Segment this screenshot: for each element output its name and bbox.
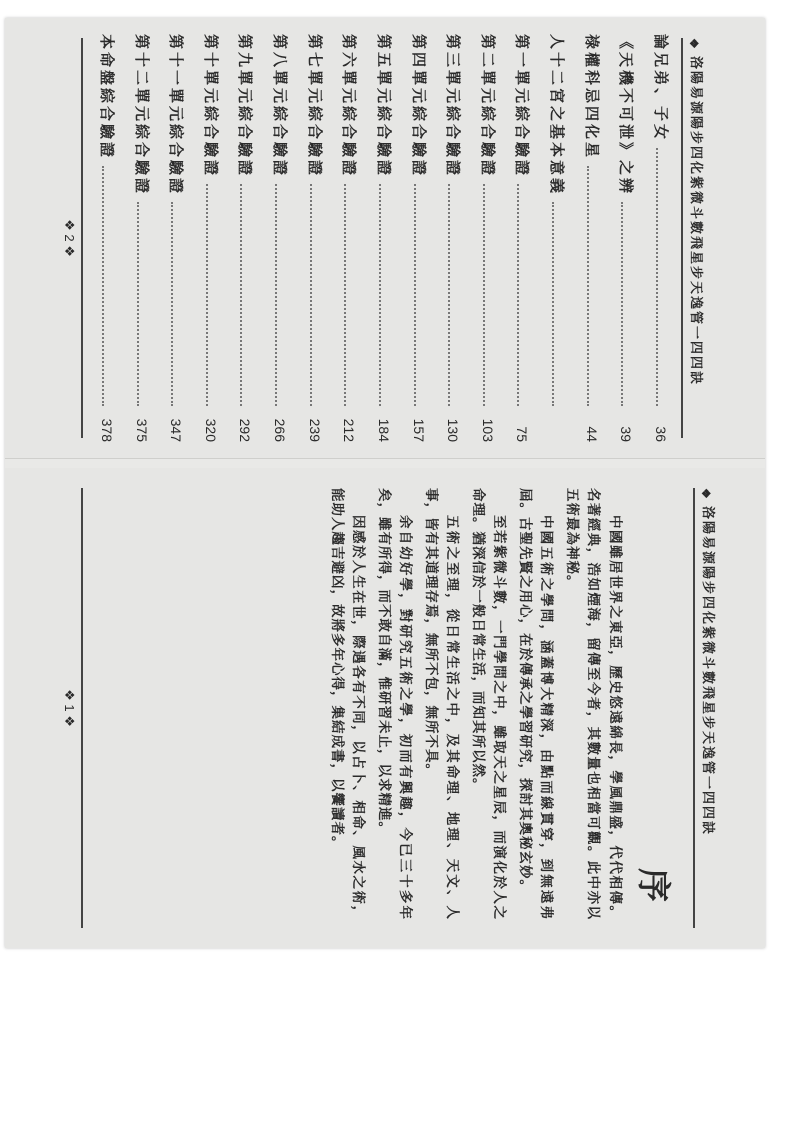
- running-title: 洛陽易源陽步四化紫微斗數飛星步天逸管一四四訣: [700, 506, 715, 837]
- toc-entry-title: 第二單元綜合驗證: [478, 34, 497, 179]
- leader-dots: [102, 166, 105, 406]
- toc-entry-page: 292: [237, 418, 254, 442]
- toc-entry-title: 人十二宮之基本意義: [548, 34, 567, 197]
- leader-dots: [448, 184, 451, 406]
- toc-entry[interactable]: [268, 34, 290, 442]
- toc-entry[interactable]: [303, 34, 325, 442]
- page-number-value: 1: [62, 704, 77, 712]
- toc-entry-page: 75: [514, 426, 531, 442]
- toc-entry-page: 39: [618, 426, 635, 442]
- preface-paragraph: 五術之至理，從日常生活之中，及其命理、地理、天文、人事，皆有其道理存焉，無所不包，無所不具。: [423, 488, 461, 920]
- leader-dots: [552, 202, 555, 406]
- running-head: [681, 38, 727, 438]
- toc-entry-title: 第五單元綜合驗證: [375, 34, 393, 179]
- book-spread: [5, 18, 765, 948]
- toc-entry[interactable]: [511, 34, 533, 442]
- ornament-icon: ❖: [62, 219, 77, 231]
- toc-entry-title: 第十一單元綜合驗證: [167, 34, 186, 197]
- header-rule: [681, 38, 683, 438]
- toc-entry-title: 第九單元綜合驗證: [236, 34, 255, 179]
- ornament-icon: ❖: [62, 245, 77, 257]
- toc-entry[interactable]: [407, 34, 429, 442]
- leader-dots: [344, 184, 347, 406]
- running-head: [693, 488, 739, 928]
- toc-entry[interactable]: [545, 34, 567, 442]
- ornament-icon: ❖: [62, 715, 77, 727]
- footer-rule: [81, 38, 83, 438]
- toc-entry-title: 第十二單元綜合驗證: [132, 34, 151, 197]
- preface-body: [89, 488, 625, 920]
- toc-entry-title: 第十單元綜合驗證: [201, 34, 220, 179]
- preface-paragraph: 至若紫微斗數，一門學問之中，雖取天之星辰，而演化於人之命理。猶深信於一般日常生活，而知其所以然。: [470, 488, 508, 920]
- page-number: [61, 468, 77, 948]
- toc-entry[interactable]: [130, 34, 152, 442]
- toc-entry-title: 第一單元綜合驗證: [513, 34, 532, 179]
- toc-entry-title: 祿權科忌四化星: [582, 34, 601, 161]
- toc-entry[interactable]: [476, 34, 498, 442]
- preface-heading: 序: [633, 868, 673, 906]
- toc-entry-title: 第八單元綜合驗證: [271, 34, 290, 179]
- toc-entry[interactable]: [649, 34, 671, 442]
- toc-entry-page: 320: [202, 418, 219, 442]
- bleed-through-text: [615, 488, 705, 908]
- ornament-icon: ❖: [62, 689, 77, 701]
- preface-paragraph: 中國雖居世界之東亞，歷史悠遠綿長，學風鼎盛，代代相傳。名著經典，浩如煙海，留傳至今者，其數量也相當可觀。此中亦以五術最為神秘。: [564, 488, 623, 920]
- toc-entry[interactable]: [441, 34, 463, 442]
- toc-entry[interactable]: [337, 34, 359, 442]
- ornament-icon: ❖: [699, 488, 713, 501]
- toc-entry[interactable]: [614, 34, 636, 442]
- toc-entry-title: 論兄弟、子女: [652, 34, 670, 143]
- toc-entry[interactable]: [234, 34, 256, 442]
- toc-entry-title: 第四單元綜合驗證: [409, 34, 428, 179]
- header-rule: [693, 488, 695, 928]
- leader-dots: [414, 184, 417, 406]
- leader-dots: [206, 184, 209, 406]
- preface-paragraph: 中國五術之學問，涵蓋博大精深，由點而線貫穿，到無遠弗屆。古聖先賢之用心，在於傳承之學習研究，探討其奧秘玄妙。: [517, 488, 555, 920]
- leader-dots: [656, 148, 659, 406]
- toc-entry-page: 130: [445, 418, 462, 442]
- toc-page: [5, 18, 765, 459]
- leader-dots: [587, 166, 590, 406]
- toc-entry[interactable]: [164, 34, 186, 442]
- toc-entry-title: 本命盤綜合驗證: [98, 34, 116, 161]
- leader-dots: [621, 202, 624, 406]
- toc-entry-title: 第六單元綜合驗證: [340, 34, 359, 179]
- toc-entry[interactable]: [199, 34, 221, 442]
- page-number: [61, 18, 77, 458]
- toc-entry[interactable]: [372, 34, 394, 442]
- toc-entry-page: 378: [99, 418, 115, 442]
- leader-dots: [241, 184, 244, 406]
- ornament-icon: ❖: [687, 38, 701, 51]
- toc-entry[interactable]: [95, 34, 117, 442]
- leader-dots: [483, 184, 486, 406]
- toc-entry-page: 375: [133, 418, 150, 442]
- toc-entry-page: 44: [583, 426, 600, 442]
- leader-dots: [518, 184, 521, 406]
- preface-paragraph: 因感於人生在世，際遇各有不同，以占卜、相命、風水之術，能助人趨吉避凶，故將多年心得，集結成書，以饗讀者。: [329, 488, 367, 920]
- toc-entry-page: 212: [341, 418, 358, 442]
- toc-entry-page: 157: [410, 418, 427, 442]
- toc-entry-page: 239: [306, 418, 323, 442]
- running-title: 洛陽易源陽步四化紫微斗數飛星步天逸管一四四訣: [688, 56, 703, 387]
- leader-dots: [310, 184, 313, 406]
- leader-dots: [379, 184, 382, 406]
- toc-entry-page: 266: [272, 418, 289, 442]
- toc-list: [95, 34, 671, 442]
- toc-entry-title: 第七單元綜合驗證: [305, 34, 324, 179]
- preface-page: [5, 468, 765, 948]
- toc-entry[interactable]: [580, 34, 602, 442]
- toc-entry-title: 第三單元綜合驗證: [444, 34, 463, 179]
- toc-entry-page: 103: [479, 418, 496, 442]
- leader-dots: [275, 184, 278, 406]
- leader-dots: [171, 202, 174, 406]
- leader-dots: [137, 202, 140, 406]
- toc-entry-page: 36: [653, 426, 669, 442]
- footer-rule: [81, 488, 83, 928]
- page-number-value: 2: [62, 234, 77, 242]
- toc-entry-title: 《天機不可泄》之辨: [617, 34, 636, 197]
- preface-paragraph: 余自幼好學，對研究五術之學，初而有興趣，今已三十多年矣，雖有所得，而不敢自滿，惟研習未止，以求精進。: [376, 488, 414, 920]
- toc-entry-page: 347: [168, 418, 185, 442]
- toc-entry-page: 184: [376, 418, 392, 442]
